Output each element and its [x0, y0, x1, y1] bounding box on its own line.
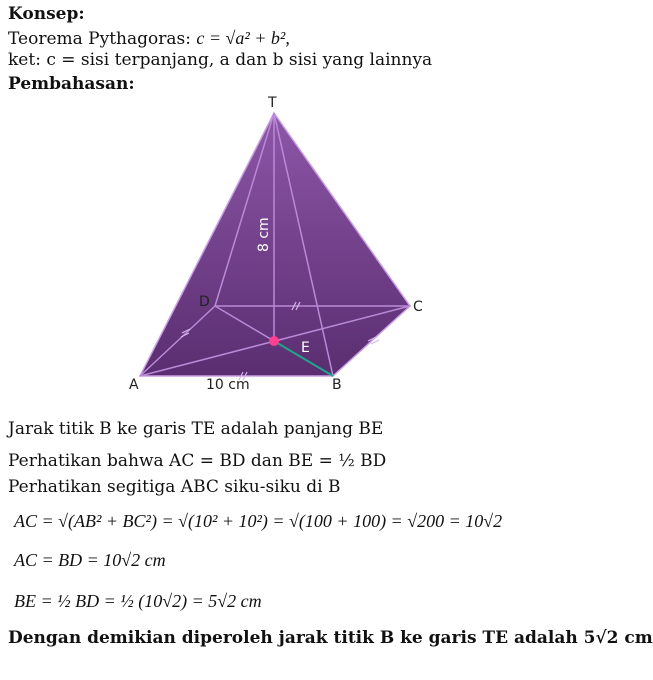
label-height: 8 cm	[256, 217, 272, 252]
ket-line: ket: c = sisi terpanjang, a dan b sisi yang lainnya	[8, 50, 433, 70]
teorema-text: Teorema Pythagoras:	[8, 29, 197, 49]
conclusion-line: Dengan demikian diperoleh jarak titik B ke garis TE adalah 5√2 cm	[8, 628, 653, 648]
label-A: A	[129, 377, 139, 393]
label-B: B	[332, 377, 342, 393]
statement-ac-bd: Perhatikan bahwa AC = BD dan BE = ½ BD	[8, 451, 387, 471]
equation-ac-bd: AC = BD = 10√2 cm	[14, 550, 166, 570]
equation-be: BE = ½ BD = ½ (10√2) = 5√2 cm	[14, 591, 262, 611]
pembahasan-heading: Pembahasan:	[8, 74, 135, 94]
label-C: C	[413, 299, 423, 315]
statement-jarak: Jarak titik B ke garis TE adalah panjang BE	[8, 419, 384, 439]
label-E: E	[301, 340, 310, 356]
equation-ac: AC = √(AB² + BC²) = √(10² + 10²) = √(100 + 100) = √200 = 10√2	[14, 511, 503, 531]
point-E	[269, 336, 279, 346]
label-base-length: 10 cm	[206, 377, 250, 393]
konsep-heading: Konsep:	[8, 4, 85, 24]
statement-segitiga: Perhatikan segitiga ABC siku-siku di B	[8, 477, 341, 497]
label-T: T	[268, 95, 277, 111]
teorema-formula: c = √a² + b²,	[196, 28, 290, 48]
label-D: D	[199, 294, 210, 310]
